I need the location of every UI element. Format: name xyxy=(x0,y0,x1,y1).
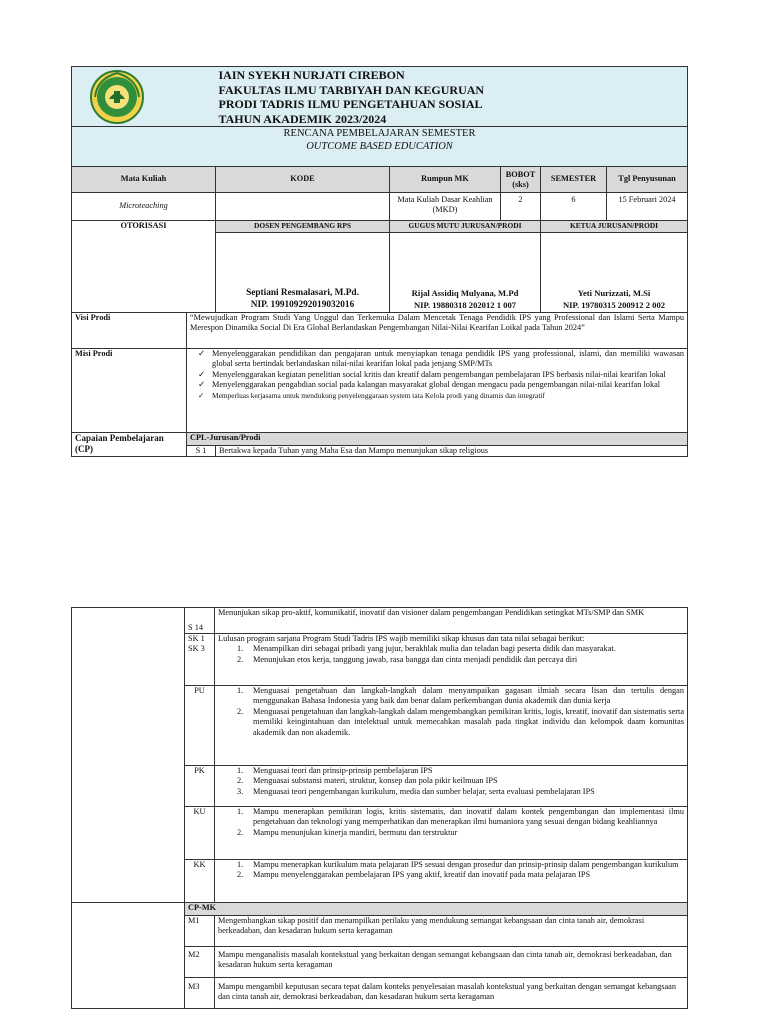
left-blank-column-cpmk xyxy=(72,903,185,1009)
ku-list xyxy=(218,807,684,838)
kk-item: 2. Mampu menyelenggarakan pembelajaran IPS yang aktif, kreatif dan inovatif pada mata pelajaran IPS xyxy=(237,870,591,880)
col-rumpun: Rumpun MK xyxy=(390,167,501,193)
otorisasi-ketua-header: KETUA JURUSAN/PRODI xyxy=(541,221,688,233)
sk-intro: Lulusan program sarjana Program Studi Tadris IPS wajib memiliki sikap khusus dan tata nilai sebagai berikut: xyxy=(218,634,585,643)
ku-content xyxy=(215,807,688,860)
pk-item-text: Menguasai teori dan prinsip-prinsip pembelajaran IPS xyxy=(253,766,433,775)
cpl-heading: CPL-Jurusan/Prodi xyxy=(187,433,688,446)
misi-list-cell xyxy=(187,349,688,433)
pu-item: 1. Menguasai pengetahuan dan langkah-langkah dalam menyampaikan gagasan ilmiah secara lisan dan tertulis dengan menggunakan Bahasa Indonesia yang baik dan benar dalam perkembangan dunia akademik dan dunia kerja xyxy=(237,686,684,706)
col-bobot: BOBOT (sks) xyxy=(501,167,541,193)
misi-item xyxy=(190,380,684,390)
col-mata-kuliah: Mata Kuliah xyxy=(72,167,216,193)
pk-item: 2. Menguasai substansi materi, struktur, konsep dan pola pikir keilmuan IPS xyxy=(237,776,498,786)
kk-item-text: Mampu menyelenggarakan pembelajaran IPS yang aktif, kreatif dan inovatif pada mata pelajaran IPS xyxy=(253,870,591,880)
s1-text: Bertakwa kepada Tuhan yang Maha Esa dan Mampu menunjukan sikap religious xyxy=(216,446,688,457)
sk-list xyxy=(218,644,684,665)
pk-list xyxy=(218,766,684,797)
gugus-name: Rijal Assidiq Mulyana, M.Pd xyxy=(411,288,519,298)
kode-value xyxy=(216,193,390,221)
misi-label: Misi Prodi xyxy=(72,349,187,433)
s1-code: S 1 xyxy=(187,446,216,457)
prodi-name: PRODI TADRIS ILMU PENGETAHUAN SOSIAL xyxy=(218,97,483,111)
institution-logo-icon xyxy=(87,69,147,125)
gugus-nip: NIP. 19880318 202012 1 007 xyxy=(413,299,517,310)
bobot-value: 2 xyxy=(501,193,541,221)
cpl-continuation-table xyxy=(71,607,688,1009)
otorisasi-label: OTORISASI xyxy=(72,221,216,313)
cpmk-text: Mengembangkan sikap positif dan menampilkan perilaku yang mendukung semangat kebangsaan dan cinta tanah air, demokrasi berkeadaban, dan kesadaran hukum serta keragaman xyxy=(215,916,688,947)
ketua-signature-cell xyxy=(541,233,688,313)
semester-header-label: SEMESTER xyxy=(550,174,597,184)
kk-list xyxy=(218,860,684,881)
semester-value: 6 xyxy=(541,193,607,221)
col-tgl: Tgl Penyusunan xyxy=(607,167,688,193)
misi-item-text: Menyelenggarakan pengabdian social pada kalangan masyarakat global dengan mengacu pada pengembangan nilai-nilai kearifan lokal xyxy=(212,380,661,390)
pk-item: 3. Menguasai teori pengembangan kurikulum, media dan sumber belajar, serta evaluasi pembelajaran IPS xyxy=(237,786,595,796)
sk-item-text: Menunjukan etos kerja, tanggung jawab, rasa bangga dan cinta menjadi pendidik dan percaya diri xyxy=(253,654,578,664)
col-kode: KODE xyxy=(216,167,390,193)
cpmk-code: M1 xyxy=(185,916,215,947)
left-blank-column xyxy=(72,608,185,903)
ku-code: KU xyxy=(185,807,215,860)
cpmk-text: Mampu mengambil keputusan secara tepat dalam konteks penyelesaian masalah kontekstual yang berkaitan dengan semangat kebangsaan dan cinta tanah air, demokrasi berkeadaban, dan kesadaran hukum serta keragaman xyxy=(215,978,688,1009)
institution-name: IAIN SYEKH NURJATI CIREBON xyxy=(218,68,405,82)
ku-item: 1. Mampu menerapkan pemikiran logis, kritis sistematis, dan inovatif dalam kontek pengembangan dan implementasi ilmu pengetahuan dan teknologi yang memperhatikan dan menerapkan ilmi humaniora yang sesuai dengan bidang keahliannya xyxy=(237,807,684,827)
misi-item xyxy=(190,349,684,370)
cpmk-heading: CP-MK xyxy=(185,903,688,916)
sk-item: 1. Menampilkan diri sebagai pribadi yang jujur, berakhlak mulia dan teladan bagi peserta didik dan masyarakat. xyxy=(237,644,616,654)
misi-item-text: Memperluas kerjasama untuk mendukung penyelenggaraan system tata Kelola prodi yang dinamis dan integratif xyxy=(212,390,545,400)
col-semester xyxy=(541,167,607,193)
academic-year: TAHUN AKADEMIK 2023/2024 xyxy=(218,111,387,126)
cp-label: Capaian Pembelajaran (CP) xyxy=(72,433,187,457)
misi-list xyxy=(190,349,684,401)
ku-item: 2. Mampu menunjukan kinerja mandiri, bermutu dan terstruktur xyxy=(237,827,458,837)
kk-content xyxy=(215,860,688,903)
s14-code: S 14 xyxy=(185,608,215,634)
cpmk-text: Mampu menganalisis masalah kontekstual yang berkaitan dengan semangat kebangsaan dan cinta tanah air, demokrasi berkeadaban, dan kesadaran hukum serta keragaman xyxy=(215,947,688,978)
dosen-name: Septiani Resmalasari, M.Pd. xyxy=(246,288,359,298)
checkmark-icon: ✓ xyxy=(198,349,205,358)
dosen-nip: NIP. 199109292019032016 xyxy=(250,299,355,310)
pu-code: PU xyxy=(185,686,215,766)
pk-item-text: Menguasai substansi materi, struktur, konsep dan pola pikir keilmuan IPS xyxy=(253,776,498,786)
ketua-name: Yeti Nurizzati, M.Si xyxy=(577,288,651,298)
cpmk-code: M2 xyxy=(185,947,215,978)
misi-item xyxy=(190,391,684,401)
pu-item-text: Menguasai pengetahuan dan langkah-langkah dalam menyampaikan gagasan ilmiah secara lisan dan tertulis dengan menggunakan Bahasa Indonesia yang baik dan benar dalam perkembangan dunia akademik dan dunia kerja xyxy=(253,686,684,706)
cpmk-code: M3 xyxy=(185,978,215,1009)
kk-item: 1. Mampu menerapkan kurikulum mata pelajaran IPS sesuai dengan prosedur dan prinsip-prinsip dalam pengembangan kurikulum xyxy=(237,860,679,869)
sk-codes xyxy=(185,634,215,686)
pu-item-text: Menguasai pengetahuan dan langkah-langkah dalam mengembangkan pemikiran kritis, logis, kreatif, inovatif dan sistematis serta memiliki keingintahuan dan intelektual untuk memecahkan masalah pada tingkat individu dan kelompok daam komunitas akademik dan non akademik. xyxy=(253,706,684,737)
rumpun-value: Mata Kuliah Dasar Keahlian (MKD) xyxy=(390,193,501,221)
otorisasi-gugus-header: GUGUS MUTU JURUSAN/PRODI xyxy=(390,221,541,233)
pk-content xyxy=(215,766,688,807)
pu-item: 2. Menguasai pengetahuan dan langkah-langkah dalam mengembangkan pemikiran kritis, logis, kreatif, inovatif dan sistematis serta memiliki keingintahuan dan intelektual untuk memecahkan masalah pada tingkat individu dan kelompok daam komunitas akademik dan non akademik. xyxy=(237,706,684,737)
sk-content xyxy=(215,634,688,686)
faculty-name: FAKULTAS ILMU TARBIYAH DAN KEGURUAN xyxy=(218,82,485,97)
mata-kuliah-value: Microteaching xyxy=(72,193,216,221)
sk-item-text: Menampilkan diri sebagai pribadi yang jujur, berakhlak mulia dan teladan bagi peserta didik dan masyarakat. xyxy=(253,644,616,654)
misi-item-text: Menyelenggarakan kegiatan penelitian social kritis dan kreatif dalam pengembangan pembelajaran IPS berbasis nilai-nilai kearifan lokal xyxy=(212,369,666,379)
document-subtitle: OUTCOME BASED EDUCATION xyxy=(306,141,453,152)
ku-item-text: Mampu menunjukan kinerja mandiri, bermutu dan terstruktur xyxy=(253,827,458,837)
s14-text: Menunjukan sikap pro-aktif, komunikatif, inovatif dan visioner dalam pengembangan Pendidikan setingkat MTs/SMP dan SMK xyxy=(215,608,688,634)
tgl-value: 15 Februari 2024 xyxy=(607,193,688,221)
dosen-signature-cell xyxy=(216,233,390,313)
sk-code: SK 3 xyxy=(188,644,205,654)
ketua-nip: NIP. 19780315 200912 2 002 xyxy=(562,299,666,310)
document-title: RENCANA PEMBELAJARAN SEMESTER xyxy=(283,128,476,139)
checkmark-icon: ✓ xyxy=(198,380,205,390)
rps-header-table xyxy=(71,66,688,457)
ku-item-text: Mampu menerapkan pemikiran logis, kritis sistematis, dan inovatif dalam kontek pengembangan dan implementasi ilmu pengetahuan dan teknologi yang memperhatikan dan menerapkan ilmi humaniora yang sesuai dengan bidang keahliannya xyxy=(253,807,684,827)
pk-item-text: Menguasai teori pengembangan kurikulum, media dan sumber belajar, serta evaluasi pembelajaran IPS xyxy=(253,786,595,796)
sk-code: SK 1 xyxy=(188,634,205,643)
pk-item: 1. Menguasai teori dan prinsip-prinsip pembelajaran IPS xyxy=(237,766,433,775)
kk-code: KK xyxy=(185,860,215,903)
document-title-cell xyxy=(72,127,688,167)
pu-list xyxy=(218,686,684,738)
logo-cell xyxy=(72,67,216,127)
visi-text: “Mewujudkan Program Studi Yang Unggul dan Terkemuka Dalam Mencetak Tenaga Pendidik IPS yang Professional dan Islami Serta Mampu Merespon Dinamika Social Di Era Global Berlandaskan Pengembangan Nilai-Nilai Kearifan Loikal pada Tahun 2024” xyxy=(187,313,688,349)
pk-code: PK xyxy=(185,766,215,807)
misi-item-text: Menyelenggarakan pendidikan dan pengajaran untuk menyiapkan tenaga pendidik IPS yang professional, islami, dan memiliki wawasan global serta bertindak berlandaskan nilai-nilai kearifan lokal pada jenjang SMP/MTs xyxy=(212,349,685,369)
checkmark-icon: ✓ xyxy=(198,369,205,379)
institution-header xyxy=(216,67,688,127)
checkmark-icon: ✓ xyxy=(198,390,205,400)
gugus-signature-cell xyxy=(390,233,541,313)
misi-item xyxy=(190,370,684,380)
kk-item-text: Mampu menerapkan kurikulum mata pelajaran IPS sesuai dengan prosedur dan prinsip-prinsip dalam pengembangan kurikulum xyxy=(253,860,679,869)
otorisasi-dosen-header: DOSEN PENGEMBANG RPS xyxy=(216,221,390,233)
visi-label: Visi Prodi xyxy=(72,313,187,349)
sk-item: 2. Menunjukan etos kerja, tanggung jawab, rasa bangga dan cinta menjadi pendidik dan percaya diri xyxy=(237,654,578,664)
pu-content xyxy=(215,686,688,766)
